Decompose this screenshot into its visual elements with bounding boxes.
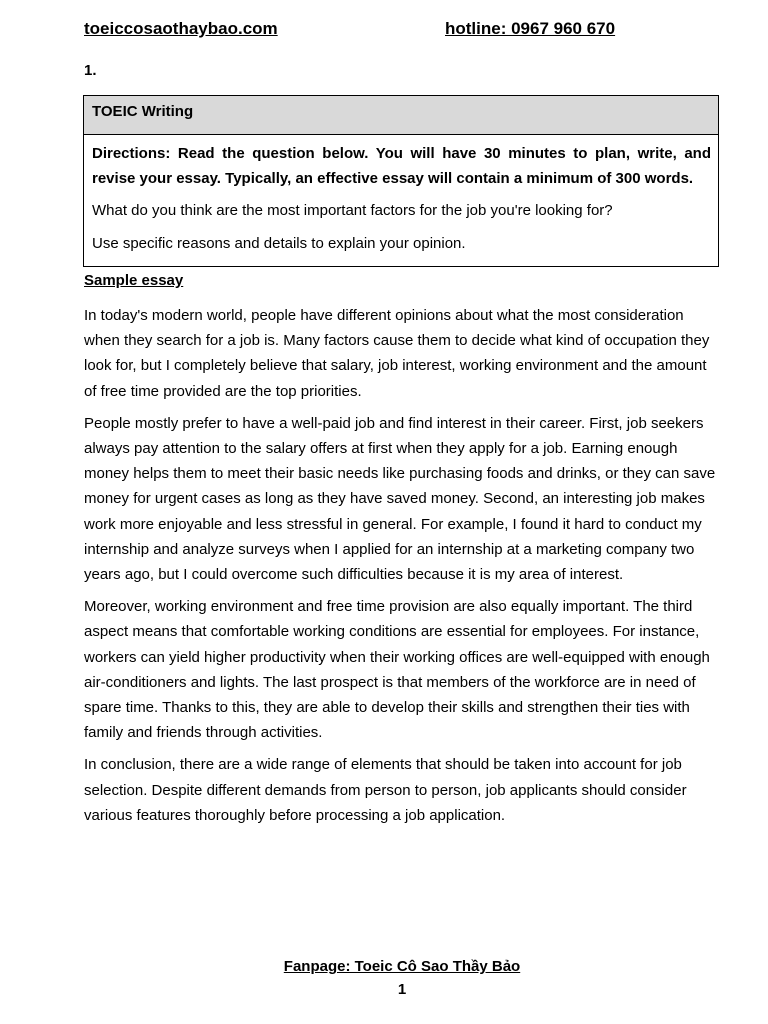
footer-fanpage[interactable]: Fanpage: Toeic Cô Sao Thầy Bảo	[283, 958, 521, 975]
prompt-box	[83, 95, 719, 267]
essay-paragraph: In conclusion, there are a wide range of elements that should be taken into account for job selection. Despite different demands from person to person, job applicants should consider various features thoroughly before processing a job application.	[84, 756, 687, 824]
essay-paragraph: Moreover, working environment and free time provision are also equally important. The third aspect means that comfortable working conditions are essential for employees. For instance, workers can yield higher productivity when their working offices are well-equipped with enough air-conditioners and lights. The last prospect is that members of the workforce are in need of spare time. Thanks to this, they are able to develop their skills and strengthen their ties with family and friends through activities.	[84, 598, 710, 742]
instruction-text: Use specific reasons and details to explain your opinion.	[92, 235, 466, 252]
directions-text: Directions: Read the question below. You will have 30 minutes to plan, write, and revise your essay. Typically, an effective essay will contain a minimum of 300 words.	[92, 145, 711, 187]
essay-body	[84, 303, 720, 835]
page-number: 1	[397, 981, 407, 998]
prompt-box-title: TOEIC Writing	[84, 96, 718, 135]
sample-essay-heading: Sample essay	[84, 272, 184, 289]
page-header	[84, 19, 720, 41]
essay-paragraph: People mostly prefer to have a well-paid job and find interest in their career. First, job seekers always pay attention to the salary offers at first when they apply for a job. Earning enough money helps them to meet their basic needs like purchasing foods and drinks, or they can save money for urgent cases as long as they have saved money. Second, an interesting job makes work more enjoyable and less stressful in general. For example, I found it hard to conduct my internship and analyze surveys when I applied for an internship at a marketing company two years ago, but I could overcome such difficulties because it is my area of interest.	[84, 414, 716, 584]
essay-paragraph: In today's modern world, people have different opinions about what the most consideration when they search for a job is. Many factors cause them to decide what kind of occupation they look for, but I completely believe that salary, job interest, working environment and the amount of free time provided are the top priorities.	[84, 307, 710, 400]
prompt-box-body	[84, 135, 718, 266]
site-link[interactable]: toeiccosaothaybao.com	[84, 19, 278, 38]
question-text: What do you think are the most important factors for the job you're looking for?	[92, 202, 613, 219]
question-number: 1.	[84, 62, 97, 79]
hotline-text: hotline: 0967 960 670	[445, 19, 616, 38]
